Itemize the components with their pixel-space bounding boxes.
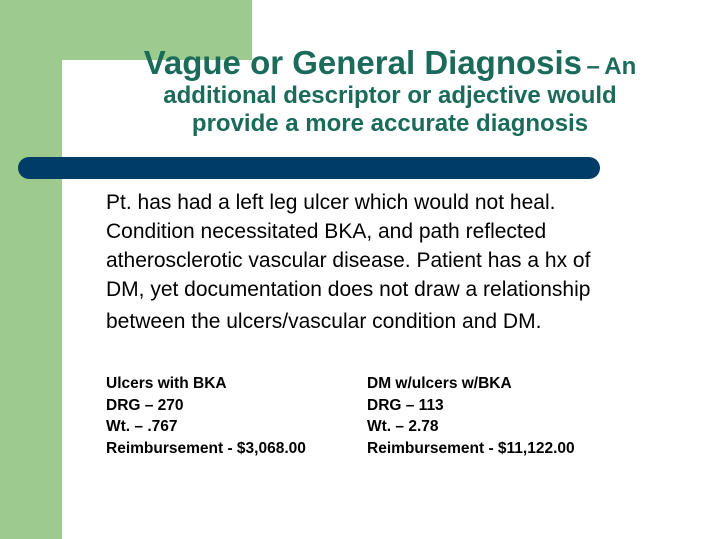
case-line: DM, yet documentation does not draw a relationship <box>106 278 591 301</box>
right-drg: DRG – 113 <box>367 396 444 414</box>
title-subtitle-start: An <box>604 53 637 80</box>
slide-title <box>90 44 690 137</box>
title-divider-bar <box>18 157 600 179</box>
case-line: Condition necessitated BKA, and path reflected <box>106 220 547 243</box>
case-line: atherosclerotic vascular disease. Patient has a hx of <box>106 249 591 272</box>
title-main: Vague or General Diagnosis <box>143 44 583 81</box>
left-reimbursement: Reimbursement - $3,068.00 <box>106 439 306 457</box>
left-green-band <box>0 0 62 539</box>
left-weight: Wt. – .767 <box>106 418 178 435</box>
title-subtitle-line-3: provide a more accurate diagnosis <box>191 109 589 137</box>
case-description <box>106 188 706 336</box>
right-weight: Wt. – 2.78 <box>367 418 439 435</box>
right-reimbursement: Reimbursement - $11,122.00 <box>367 439 575 457</box>
comparison-left-column <box>106 373 306 459</box>
case-line: between the ulcers/vascular condition and DM. <box>106 310 542 333</box>
title-subtitle-line-2: additional descriptor or adjective would <box>163 81 617 109</box>
left-heading: Ulcers with BKA <box>106 375 227 392</box>
comparison-right-column <box>367 373 575 459</box>
left-drg: DRG – 270 <box>106 396 184 414</box>
right-heading: DM w/ulcers w/BKA <box>367 375 512 392</box>
case-line: Pt. has had a left leg ulcer which would not heal. <box>106 191 556 214</box>
title-separator: – <box>586 53 600 80</box>
